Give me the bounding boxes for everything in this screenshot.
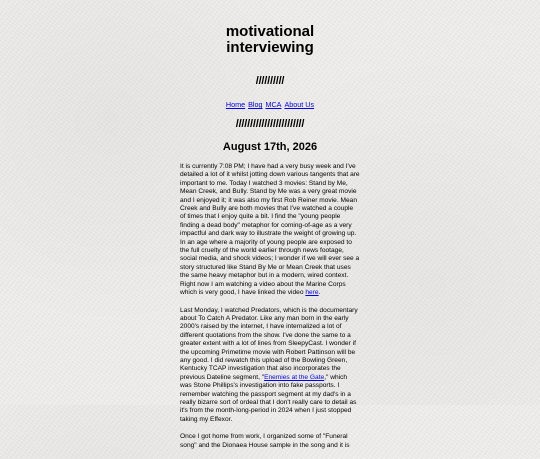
site-nav bbox=[180, 100, 360, 109]
post-paragraph-text: Once I got home from work, I organized some of "Funeral song" and the Dionaea House sample in the song and it is bbox=[180, 433, 350, 449]
bottom-divider: //////////////////////// bbox=[235, 118, 305, 130]
post-paragraph-end: . bbox=[318, 289, 321, 297]
main-column bbox=[180, 0, 360, 459]
post-paragraph bbox=[180, 163, 360, 298]
post-paragraph-text: Last Monday, I watched Predators, which is the documentary about To Catch A Predator. Like any man born in the early 2000's raised by the internet, I have internalized a lot of different quotations from the show. I've done the same to a greater extent with a lot of lines from SleepyCast. I wonder if the upcoming Primetime movie with Robert Pattinson will be any good. I did rewatch this upload of the Bowling Green, Kentucky TCAP investigation that also incorporates the previous Dateline segment, " bbox=[180, 306, 358, 381]
post-paragraph bbox=[180, 433, 360, 450]
nav-blog-link[interactable]: Blog bbox=[248, 100, 263, 109]
nav-about-us-link[interactable]: About Us bbox=[284, 100, 315, 109]
post-paragraph-end: ," which was Stone Phillips's investigation into fake passports. I remember watching the passport segment at my dad's in a really bizarre sort of ordeal that I don't really care to detail as it's from the month-long-period in 2024 when I just stopped taking my Effexor. bbox=[180, 373, 357, 423]
video-link[interactable]: here bbox=[305, 289, 319, 297]
post-paragraph bbox=[180, 307, 360, 425]
nav-mca-link[interactable]: MCA bbox=[265, 100, 282, 109]
site-title: motivational interviewing bbox=[225, 23, 315, 56]
top-divider: ////////// bbox=[255, 75, 285, 87]
enemies-at-the-gate-link[interactable]: Enemies at the Gate bbox=[264, 373, 325, 381]
post-body bbox=[180, 163, 360, 450]
post-date: August 17th, 2026 bbox=[222, 141, 318, 153]
post-paragraph-text: It is currently 7:08 PM; I have had a very busy week and I've detailed a lot of it whilst jotting down various tangents that are important to me. Today I watched 3 movies: Stand by Me, Mean Creek, and Bully. Stand by Me was a very great movie and I enjoyed it; it was also my first Rob Reiner movie. Mean Creek and Bully are both movies that I've watched a couple of times that I enjoy quite a bit. I find the "young people finding a dead body" metaphor for coming-of-age as a very impactful and dark way to illustrate the weight of growing up. In an age where a majority of young people are exposed to the full cruelty of the world earlier through news footage, social media, and shock videos; I wonder if we will ever see a story structured like Stand By Me or Mean Creek that uses the same heavy metaphor but in a modern, wired context. Right now I am watching a video about the Marine Corps which is very good, I have linked the video bbox=[180, 163, 360, 297]
nav-home-link[interactable]: Home bbox=[225, 100, 246, 109]
